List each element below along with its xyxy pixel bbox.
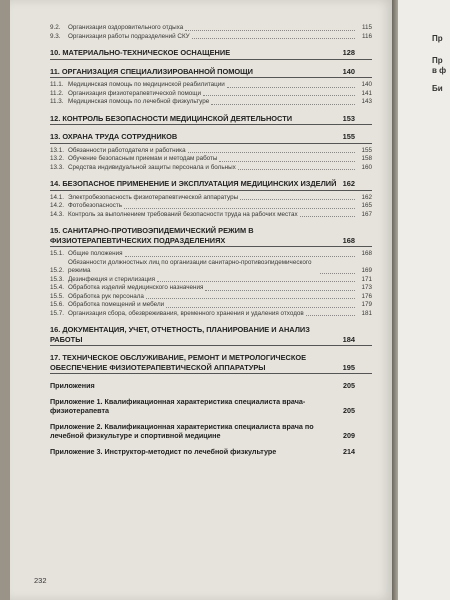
toc-entry-page: 173 (361, 284, 372, 291)
table-of-contents (50, 24, 372, 459)
toc-heading-title: 10. МАТЕРИАЛЬНО-ТЕХНИЧЕСКОЕ ОСНАЩЕНИЕ (50, 48, 231, 57)
toc-entry-number: 15.2. (50, 267, 65, 274)
toc-entry-number: 9.3. (50, 32, 61, 40)
toc-entry-page: 169 (361, 267, 372, 274)
toc-heading-page: 153 (342, 113, 355, 123)
toc-entry-page: 162 (361, 193, 372, 201)
toc-entry-page: 141 (361, 89, 372, 97)
toc-entry-number: 15.7. (50, 309, 65, 317)
toc-entry-page: 155 (361, 146, 372, 154)
toc-entry-number: 11.3. (50, 98, 64, 105)
toc-entry-number: 15.4. (50, 284, 65, 291)
toc-heading-page: 168 (342, 235, 355, 245)
toc-leader-dots (306, 315, 355, 316)
toc-subsection-entry (50, 284, 372, 293)
toc-entry-page: 116 (361, 32, 372, 40)
right-page-fragment: Пр (432, 56, 443, 65)
toc-entry-number: 15.6. (50, 301, 65, 308)
toc-subsection-entry (50, 155, 372, 164)
toc-leader-dots (203, 95, 355, 96)
toc-subsection-entry (50, 250, 372, 259)
toc-heading-page: 155 (342, 132, 355, 141)
toc-entry-page: 168 (361, 250, 372, 257)
toc-heading-title: 15. САНИТАРНО-ПРОТИВОЭПИДЕМИЧЕСКИЙ РЕЖИМ В ФИЗИОТЕРАПЕВТИЧЕСКИХ ПОДРАЗДЕЛЕНИЯХ (50, 226, 254, 245)
toc-entry-title: Обработка изделий медицинского назначения (68, 284, 204, 291)
toc-section-heading (50, 179, 372, 191)
toc-entry-number: 9.2. (50, 24, 61, 31)
toc-entry-title: Средства индивидуальной защиты персонала и больных (68, 163, 236, 171)
toc-entry-title: Фотобезопасность (68, 202, 123, 209)
toc-subsection-entry (50, 301, 372, 310)
toc-leader-dots (211, 104, 355, 105)
toc-leader-dots (192, 38, 355, 39)
toc-appendix-entry (50, 397, 372, 415)
toc-entry-number: 11.1. (50, 81, 64, 88)
toc-heading-page: 205 (343, 406, 355, 415)
toc-heading-title: 13. ОХРАНА ТРУДА СОТРУДНИКОВ (50, 132, 178, 141)
toc-entry-title: Обработка рук персонала (68, 292, 144, 300)
toc-subsection-entry (50, 211, 372, 220)
toc-subsection-entry (50, 98, 372, 107)
toc-entry-page: 115 (361, 24, 372, 31)
toc-entry-title: Общие положения (68, 250, 123, 257)
toc-entry-page: 171 (361, 275, 372, 283)
toc-entry-number: 15.1. (50, 250, 65, 257)
toc-subsection-entry (50, 90, 372, 99)
toc-entry-number: 15.5. (50, 292, 65, 300)
toc-leader-dots (124, 208, 355, 209)
toc-section-heading (50, 353, 372, 374)
right-page-fragment: Пр (432, 34, 443, 43)
toc-entry-page: 181 (361, 309, 372, 317)
toc-heading-page: 195 (342, 362, 355, 372)
toc-leader-dots (300, 216, 355, 217)
toc-entry-page: 140 (361, 81, 372, 88)
toc-leader-dots (146, 298, 355, 299)
toc-heading-page: 209 (343, 431, 355, 440)
toc-leader-dots (320, 273, 355, 274)
toc-entry-title: Медицинская помощь по медицинской реабилитации (68, 81, 225, 88)
toc-heading-page: 162 (342, 179, 355, 188)
toc-heading-page: 128 (342, 48, 355, 57)
toc-entry-title: Обработка помещений и мебели (68, 301, 165, 308)
toc-entry-page: 167 (361, 210, 372, 218)
toc-appendix-entry (50, 422, 372, 440)
toc-entry-title: Организация работы подразделений СКУ (68, 32, 190, 40)
toc-entry-title: Обязанности должностных лиц по организации санитарно-противоэпидемического режима (68, 258, 312, 274)
toc-subsection-entry (50, 202, 372, 211)
toc-entry-title: Дезинфекция и стерилизация (68, 275, 156, 283)
toc-entry-number: 11.2. (50, 89, 64, 97)
toc-entry-page: 165 (361, 202, 372, 209)
toc-entry-page: 158 (361, 155, 372, 162)
toc-entry-page: 179 (361, 301, 372, 308)
toc-leader-dots (240, 199, 355, 200)
toc-entry-number: 13.2. (50, 155, 65, 162)
toc-entry-title: Медицинская помощь по лечебной физкультуре (68, 98, 210, 105)
toc-entry-number: 13.1. (50, 146, 65, 154)
toc-section-heading (50, 114, 372, 126)
toc-leader-dots (219, 161, 355, 162)
toc-leader-dots (188, 152, 355, 153)
toc-subsection-entry (50, 81, 372, 90)
toc-subsection-entry (50, 194, 372, 203)
toc-entry-title: Контроль за выполнением требований безопасности труда на рабочих местах (68, 210, 298, 218)
page-number: 232 (34, 576, 47, 585)
toc-subsection-entry (50, 24, 372, 33)
toc-entry-page: 143 (361, 98, 372, 105)
toc-leader-dots (166, 307, 355, 308)
toc-entry-title: Электробезопасность физиотерапевтической аппаратуры (68, 193, 239, 201)
toc-entry-number: 14.2. (50, 202, 65, 209)
toc-entry-title: Организация сбора, обезвреживания, временного хранения и удаления отходов (68, 309, 304, 317)
toc-heading-title: 16. ДОКУМЕНТАЦИЯ, УЧЕТ, ОТЧЕТНОСТЬ, ПЛАНИРОВАНИЕ И АНАЛИЗ РАБОТЫ (50, 325, 310, 344)
toc-leader-dots (238, 169, 355, 170)
toc-heading-title: 11. ОРГАНИЗАЦИЯ СПЕЦИАЛИЗИРОВАННОЙ ПОМОЩИ (50, 66, 253, 76)
toc-heading-title: Приложение 3. Инструктор-методист по лечебной физкультуре (50, 447, 277, 456)
right-page-fragment: Би (432, 84, 443, 93)
toc-section-heading (50, 67, 372, 79)
toc-heading-page: 140 (342, 66, 355, 76)
toc-heading-title: 17. ТЕХНИЧЕСКОЕ ОБСЛУЖИВАНИЕ, РЕМОНТ И МЕТРОЛОГИЧЕСКОЕ ОБЕСПЕЧЕНИЕ ФИЗИОТЕРАПЕВТИЧЕСКОЙ АППАРАТУРЫ (50, 353, 307, 372)
toc-entry-number: 15.3. (50, 275, 65, 283)
toc-subsection-entry (50, 147, 372, 156)
toc-leader-dots (227, 87, 355, 88)
toc-section-heading (50, 48, 372, 60)
toc-entry-number: 14.3. (50, 210, 65, 218)
toc-subsection-entry (50, 33, 372, 42)
toc-subsection-entry (50, 164, 372, 173)
toc-subsection-entry (50, 259, 372, 276)
toc-entry-title: Организация физиотерапевтической помощи (68, 89, 201, 97)
toc-leader-dots (185, 30, 355, 31)
toc-heading-title: Приложение 2. Квалификационная характеристика специалиста врача по лечебной физкультуре и спортивной медицине (50, 422, 314, 440)
toc-entry-title: Обучение безопасным приемам и методам работы (68, 155, 218, 162)
right-book-page (398, 0, 450, 600)
toc-section-heading (50, 132, 372, 144)
toc-entry-number: 13.3. (50, 163, 65, 171)
toc-heading-page: 184 (342, 334, 355, 344)
toc-appendix-entry (50, 447, 372, 456)
toc-entry-number: 14.1. (50, 193, 65, 201)
toc-heading-title: 14. БЕЗОПАСНОЕ ПРИМЕНЕНИЕ И ЭКСПЛУАТАЦИЯ МЕДИЦИНСКИХ ИЗДЕЛИЙ (50, 179, 337, 188)
toc-section-heading (50, 325, 372, 346)
toc-subsection-entry (50, 293, 372, 302)
toc-leader-dots (125, 256, 355, 257)
toc-heading-page: 205 (343, 381, 355, 390)
toc-appendix-entry (50, 381, 372, 390)
toc-leader-dots (205, 290, 355, 291)
toc-entry-page: 176 (361, 292, 372, 300)
toc-heading-title: Приложения (50, 381, 95, 390)
toc-heading-title: 12. КОНТРОЛЬ БЕЗОПАСНОСТИ МЕДИЦИНСКОЙ ДЕЯТЕЛЬНОСТИ (50, 113, 293, 123)
toc-heading-title: Приложение 1. Квалификационная характеристика специалиста врача-физиотерапевта (50, 397, 306, 415)
toc-leader-dots (157, 281, 355, 282)
toc-subsection-entry (50, 276, 372, 285)
toc-entry-page: 160 (361, 163, 372, 171)
right-page-fragment: в ф (432, 66, 447, 75)
toc-entry-title: Обязанности работодателя и работника (68, 146, 186, 154)
toc-heading-page: 214 (343, 447, 355, 456)
toc-section-heading (50, 226, 372, 247)
toc-subsection-entry (50, 310, 372, 319)
toc-entry-title: Организация оздоровительного отдыха (68, 24, 184, 31)
